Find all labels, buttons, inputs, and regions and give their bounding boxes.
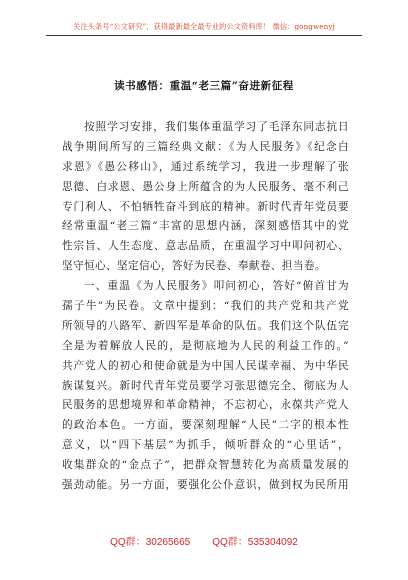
body-line: 意义，以“四下基层”为抓手，倾听群众的“心里话”， xyxy=(62,439,349,452)
body-line: 求恩》《愚公移山》，通过系统学习，我进一步理解了张 xyxy=(62,160,349,173)
body-line: 强劲动能。另一方面，要强化公仆意识，做到权为民所用 xyxy=(62,479,349,492)
footer-qq-group-1: QQ群：30265665 xyxy=(110,537,191,548)
body-line: 全是为着解放人民的，是彻底地为人民的利益工作的。” xyxy=(62,339,349,352)
body-line: 思德、白求恩、愚公身上所蕴含的为人民服务、毫不利己 xyxy=(62,180,349,193)
header-banner: 关注头条号“公文研究”，获得最新最全最专业的公文资料库！ 微信：gongwenyj xyxy=(73,22,335,31)
body-line: 族谋复兴。新时代青年党员要学习张思德完全、彻底为人 xyxy=(62,379,349,392)
body-line: 的政治本色。一方面，要深刻理解“人民”二字的根本性 xyxy=(62,419,349,432)
body-line: 一、重温《为人民服务》叩问初心，答好“俯首甘为 xyxy=(84,280,349,293)
body-line: 战争期间所写的三篇经典文献：《为人民服务》《纪念白 xyxy=(62,140,349,153)
body-line: 坚守恒心、坚定信心，答好为民卷、奉献卷、担当卷。 xyxy=(62,260,326,273)
body-line: 按照学习安排，我们集体重温学习了毛泽东同志抗日 xyxy=(84,121,349,133)
body-line: 收集群众的“金点子”，把群众智慧转化为高质量发展的 xyxy=(62,459,349,472)
body-line: 性宗旨、人生态度、意志品质，在重温学习中叩问初心、 xyxy=(62,240,349,253)
document-title: 读书感悟：重温“老三篇”奋进新征程 xyxy=(114,80,294,92)
body-line: 共产党人的初心和使命就是为中国人民谋幸福、为中华民 xyxy=(62,359,349,372)
body-line: 经常重温“老三篇”丰富的思想内涵，深刻感悟其中的党 xyxy=(62,220,349,233)
footer-contact xyxy=(0,533,408,548)
footer-qq-group-2: QQ群：535304092 xyxy=(212,537,298,548)
body-line: 孺子牛”为民卷。文章中提到：“我们的共产党和共产党 xyxy=(62,300,349,313)
document-body xyxy=(62,118,349,496)
body-line: 民服务的思想境界和革命精神，不忘初心，永葆共产党人 xyxy=(62,399,349,412)
body-line: 专门利人、不怕牺牲奋斗到底的精神。新时代青年党员要 xyxy=(62,200,349,213)
header-divider xyxy=(46,35,362,36)
body-line: 所领导的八路军、新四军是革命的队伍。我们这个队伍完 xyxy=(62,319,349,332)
